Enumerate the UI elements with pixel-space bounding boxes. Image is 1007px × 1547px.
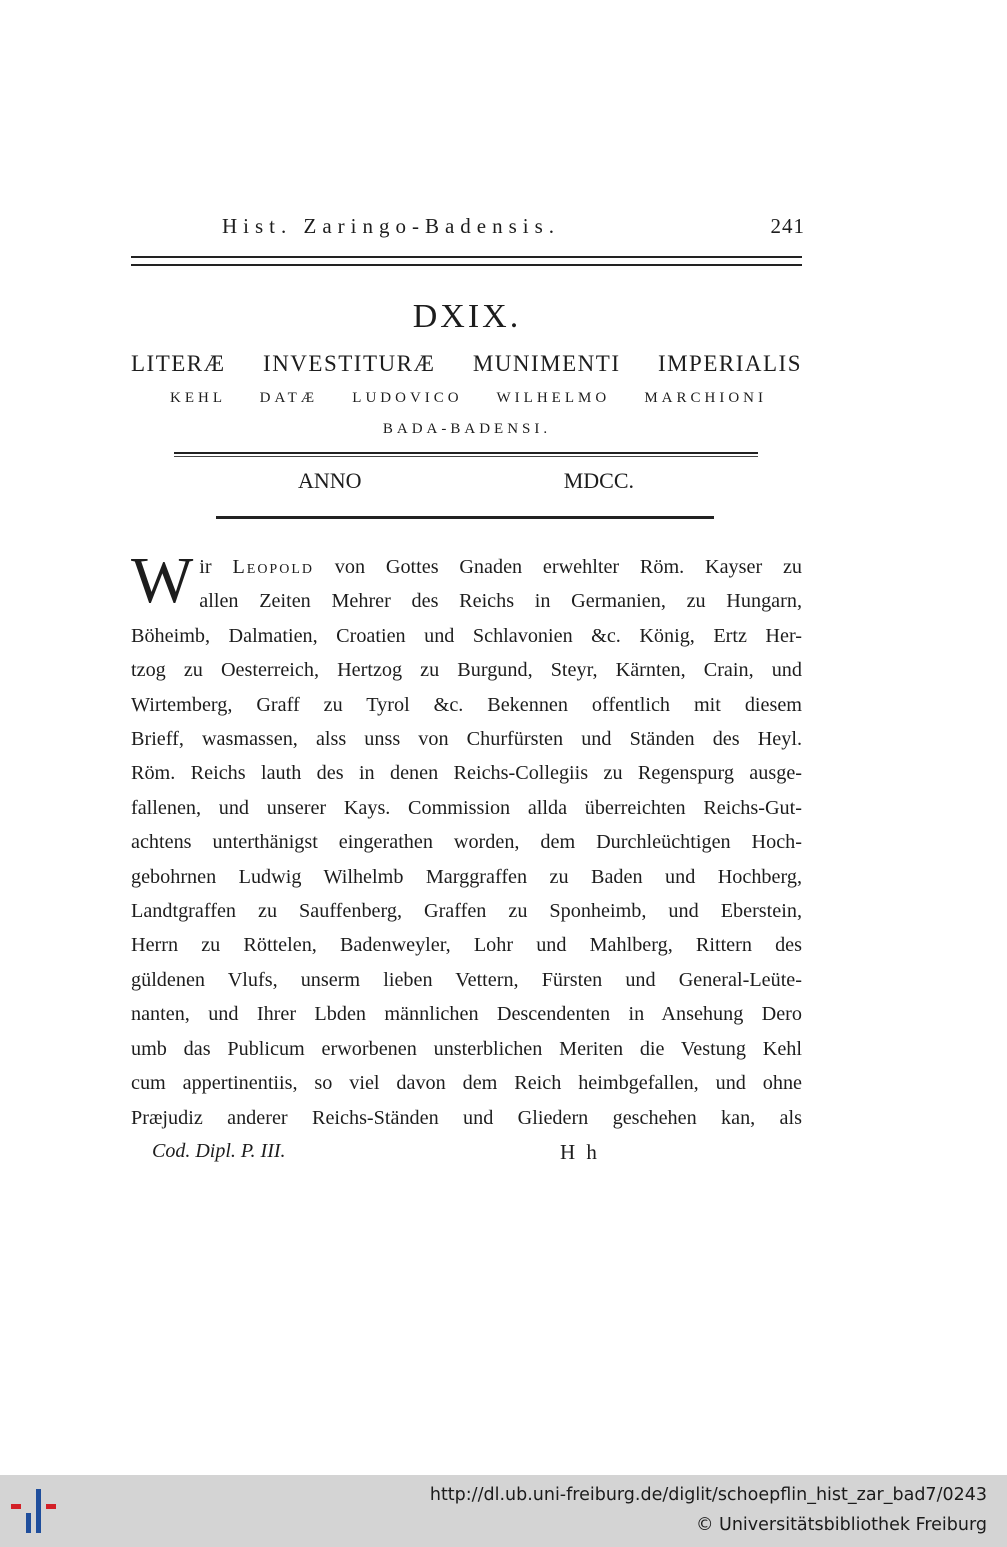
- first-word-rest: ir: [199, 556, 212, 578]
- charter-body-text: [131, 544, 803, 1135]
- body-line-8: fallenen, und unserer Kays. Commission allda überreichten Reichs-Gut-: [131, 796, 802, 819]
- signature-mark: Cod. Dipl. P. III.: [152, 1140, 286, 1162]
- body-line-1: [131, 550, 802, 584]
- body-line-5: Wirtemberg, Graff zu Tyrol &c. Bekennen offentlich mit diesem: [131, 693, 802, 716]
- catchword: H h: [560, 1140, 600, 1164]
- page-number: 241: [770, 214, 805, 238]
- charter-subtitle-line-1: KEHL DATÆ LUDOVICO WILHELMO MARCHIONI: [170, 390, 767, 406]
- drop-cap: W: [131, 544, 194, 617]
- body-line-1-text: von Gottes Gnaden erwehlter Röm. Kayser zu: [334, 556, 803, 578]
- charter-year: ANNO MDCC.: [298, 468, 634, 493]
- double-rule-divider: [131, 256, 802, 266]
- body-line-9: achtens unterthänigst eingerathen worden, dem Durchleüchtigen Hoch-: [131, 831, 802, 854]
- charter-title: LITERÆ INVESTITURÆ MUNIMENTI IMPERIALIS: [131, 351, 802, 376]
- permalink-url[interactable]: http://dl.ub.uni-freiburg.de/diglit/schoepflin_hist_zar_bad7/0243: [429, 1485, 987, 1505]
- body-line-11: Landtgraffen zu Sauffenberg, Graffen zu Sponheimb, und Eberstein,: [131, 900, 802, 923]
- short-rule: [216, 516, 714, 520]
- body-line-14: nanten, und Ihrer Lbden männlichen Descendenten in Ansehung Dero: [131, 1003, 802, 1026]
- heading-rule: [174, 452, 758, 457]
- emperor-name: Leopold: [232, 556, 314, 578]
- running-head: [222, 214, 807, 244]
- body-line-4: tzog zu Oesterreich, Hertzog zu Burgund, Steyr, Kärnten, Crain, und: [131, 659, 802, 682]
- body-line-17: Præjudiz anderer Reichs-Ständen und Gliedern geschehen kan, als: [131, 1106, 802, 1129]
- body-line-2: allen Zeiten Mehrer des Reichs in Germanien, zu Hungarn,: [199, 590, 802, 613]
- footer-bar: [0, 1475, 1007, 1547]
- copyright-notice: © Universitätsbibliothek Freiburg: [695, 1515, 987, 1535]
- body-line-7: Röm. Reichs lauth des in denen Reichs-Collegiis zu Regenspurg ausge-: [131, 762, 802, 785]
- library-logo-icon: [10, 1487, 66, 1537]
- charter-subtitle-line-2: BADA-BADENSI.: [382, 421, 552, 437]
- body-line-13: güldenen Vlufs, unserm lieben Vettern, Fürsten und General-Leüte-: [131, 968, 802, 991]
- body-line-6: Brieff, wasmassen, alss unss von Churfürsten und Ständen des Heyl.: [131, 728, 802, 751]
- body-line-12: Herrn zu Röttelen, Badenweyler, Lohr und Mahlberg, Rittern des: [131, 934, 802, 957]
- body-line-16: cum appertinentiis, so viel davon dem Reich heimbgefallen, und ohne: [131, 1072, 802, 1095]
- charter-number: DXIX.: [412, 298, 522, 335]
- body-line-3: Böheimb, Dalmatien, Croatien und Schlavonien &c. König, Ertz Her-: [131, 624, 802, 647]
- body-line-10: gebohrnen Ludwig Wilhelmb Marggraffen zu Baden und Hochberg,: [131, 865, 802, 888]
- body-line-15: umb das Publicum erworbenen unsterblichen Meriten die Vestung Kehl: [131, 1037, 802, 1060]
- running-head-title: Hist. Zaringo-Badensis.: [222, 214, 561, 238]
